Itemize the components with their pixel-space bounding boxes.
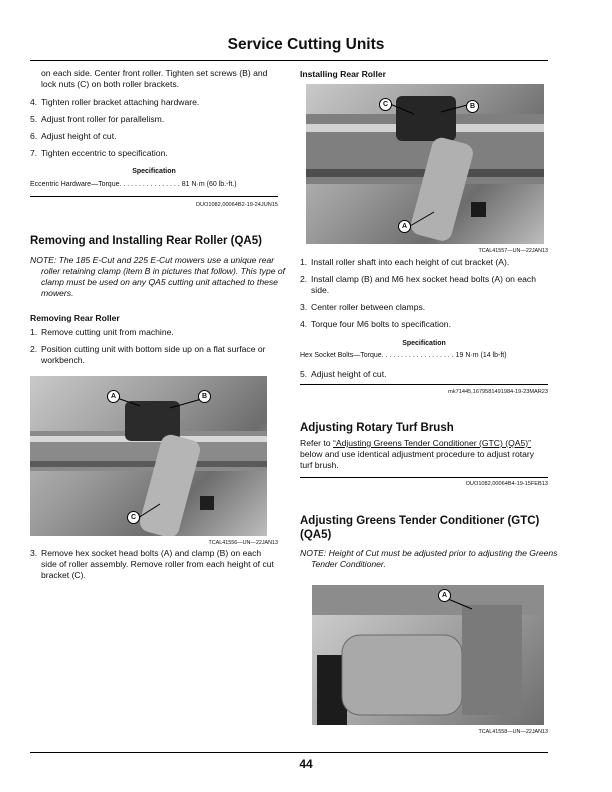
- mower-roller-illustration: [306, 84, 544, 244]
- subsection-title: Installing Rear Roller: [300, 69, 386, 79]
- section-title: Adjusting Rotary Turf Brush: [300, 422, 454, 434]
- list-item: 5. Adjust height of cut.: [300, 369, 387, 379]
- page-title: Service Cutting Units: [227, 36, 385, 53]
- photo-caption: TCAL41558—UN—22JAN13: [478, 729, 548, 735]
- list-item: 7. Tighten eccentric to specification.: [30, 148, 168, 158]
- section-title: Removing and Installing Rear Roller (QA5): [30, 235, 262, 247]
- section-title: Adjusting Greens Tender Conditioner (GTC) (QA5): [300, 515, 540, 541]
- photo-caption: TCAL41556—UN—22JAN13: [208, 540, 278, 546]
- list-item: 1. Install roller shaft into each height of cut bracket (A).: [300, 257, 510, 267]
- list-item: 1. Remove cutting unit from machine.: [30, 327, 174, 337]
- spec-heading: Specification: [132, 168, 176, 175]
- list-item: 3. Center roller between clamps.: [300, 302, 426, 312]
- callout-label: C: [379, 98, 392, 111]
- brush-body: Refer to “Adjusting Greens Tender Conditioner (GTC) (QA5)” below and use identical adjustment procedure to adjust rotary turf brush.: [300, 438, 535, 470]
- callout-label: A: [398, 220, 411, 233]
- list-item: 6. Adjust height of cut.: [30, 131, 117, 141]
- gtc-photo: [312, 585, 544, 725]
- callout-label: A: [107, 390, 120, 403]
- section-rule: [300, 384, 548, 385]
- spec-line: Eccentric Hardware—Torque. . . . . . . . . . . . . . . . 81 N·m (60 lb.-ft.): [30, 181, 237, 188]
- conditioner-illustration: [312, 585, 544, 725]
- continued-text: on each side. Center front roller. Tighten set screws (B) and lock nuts (C) on both roller brackets.: [41, 68, 268, 89]
- note-text: NOTE: Height of Cut must be adjusted prior to adjusting the Greens Tender Conditioner.: [300, 548, 558, 569]
- footer-rule: [30, 752, 548, 753]
- spec-line: Hex Socket Bolts—Torque. . . . . . . . . . . . . . . . . . . 19 N·m (14 lb-ft): [300, 352, 507, 359]
- callout-label: B: [198, 390, 211, 403]
- callout-label: C: [127, 511, 140, 524]
- photo-caption: TCAL41557—UN—22JAN13: [478, 248, 548, 254]
- list-item: 5. Adjust front roller for parallelism.: [30, 114, 165, 124]
- spec-rule: [30, 196, 278, 197]
- list-item: 4. Torque four M6 bolts to specification.: [300, 319, 451, 329]
- section-rule: [300, 477, 548, 478]
- left-column: on each side. Center front roller. Tighten set screws (B) and lock nuts (C) on both roller brackets. 4. Tighten roller bracket attaching hardware. 5. Adjust front roller for parallelism. 6. Adjust height of cut. 7. Tighten eccentric to specification. Specification Eccentric Hardware—Torque. . . . . . . . . . . . . . . . 81 N·m (60 lb.-ft.) OUO1082,00064B2-19-24JUN15 Removing and Installing Rear Roller (QA5) NOTE: The 185 E-Cut and 225 E-Cut mowers use a unique rear roller retaining clamp (item B in pictures that follow). This type of clamp must be used on any QA5 cutting unit attached to these mowers. Removing Rear Roller 1. Remove cutting unit from machine. 2. Position cutting unit with bottom side up on a flat surface or workbench.: [30, 68, 278, 588]
- rear-roller-install-photo: [306, 84, 544, 244]
- mower-roller-illustration: [30, 376, 267, 536]
- gtc-link[interactable]: “Adjusting Greens Tender Conditioner (GTC) (QA5)”: [332, 438, 532, 448]
- step-list-top: [30, 97, 278, 165]
- header-rule: [30, 60, 548, 61]
- rear-roller-removal-photo: [30, 376, 267, 536]
- spec-heading: Specification: [402, 340, 446, 347]
- list-item: 4. Tighten roller bracket attaching hardware.: [30, 97, 200, 107]
- note-text: NOTE: The 185 E-Cut and 225 E-Cut mowers use a unique rear roller retaining clamp (item B in pictures that follow). This type of clamp must be used on any QA5 cutting unit attached to these mowers.: [30, 255, 286, 298]
- callout-label: B: [466, 100, 479, 113]
- doc-reference: OUO1082,00064B4-19-15FEB13: [465, 481, 548, 487]
- page-number: 44: [299, 757, 313, 771]
- subsection-title: Removing Rear Roller: [30, 313, 120, 323]
- callout-label: A: [438, 589, 451, 602]
- doc-reference: OUO1082,00064B2-19-24JUN15: [195, 202, 278, 208]
- doc-reference: mk71445,1679581491984-19-23MAR23: [448, 389, 548, 395]
